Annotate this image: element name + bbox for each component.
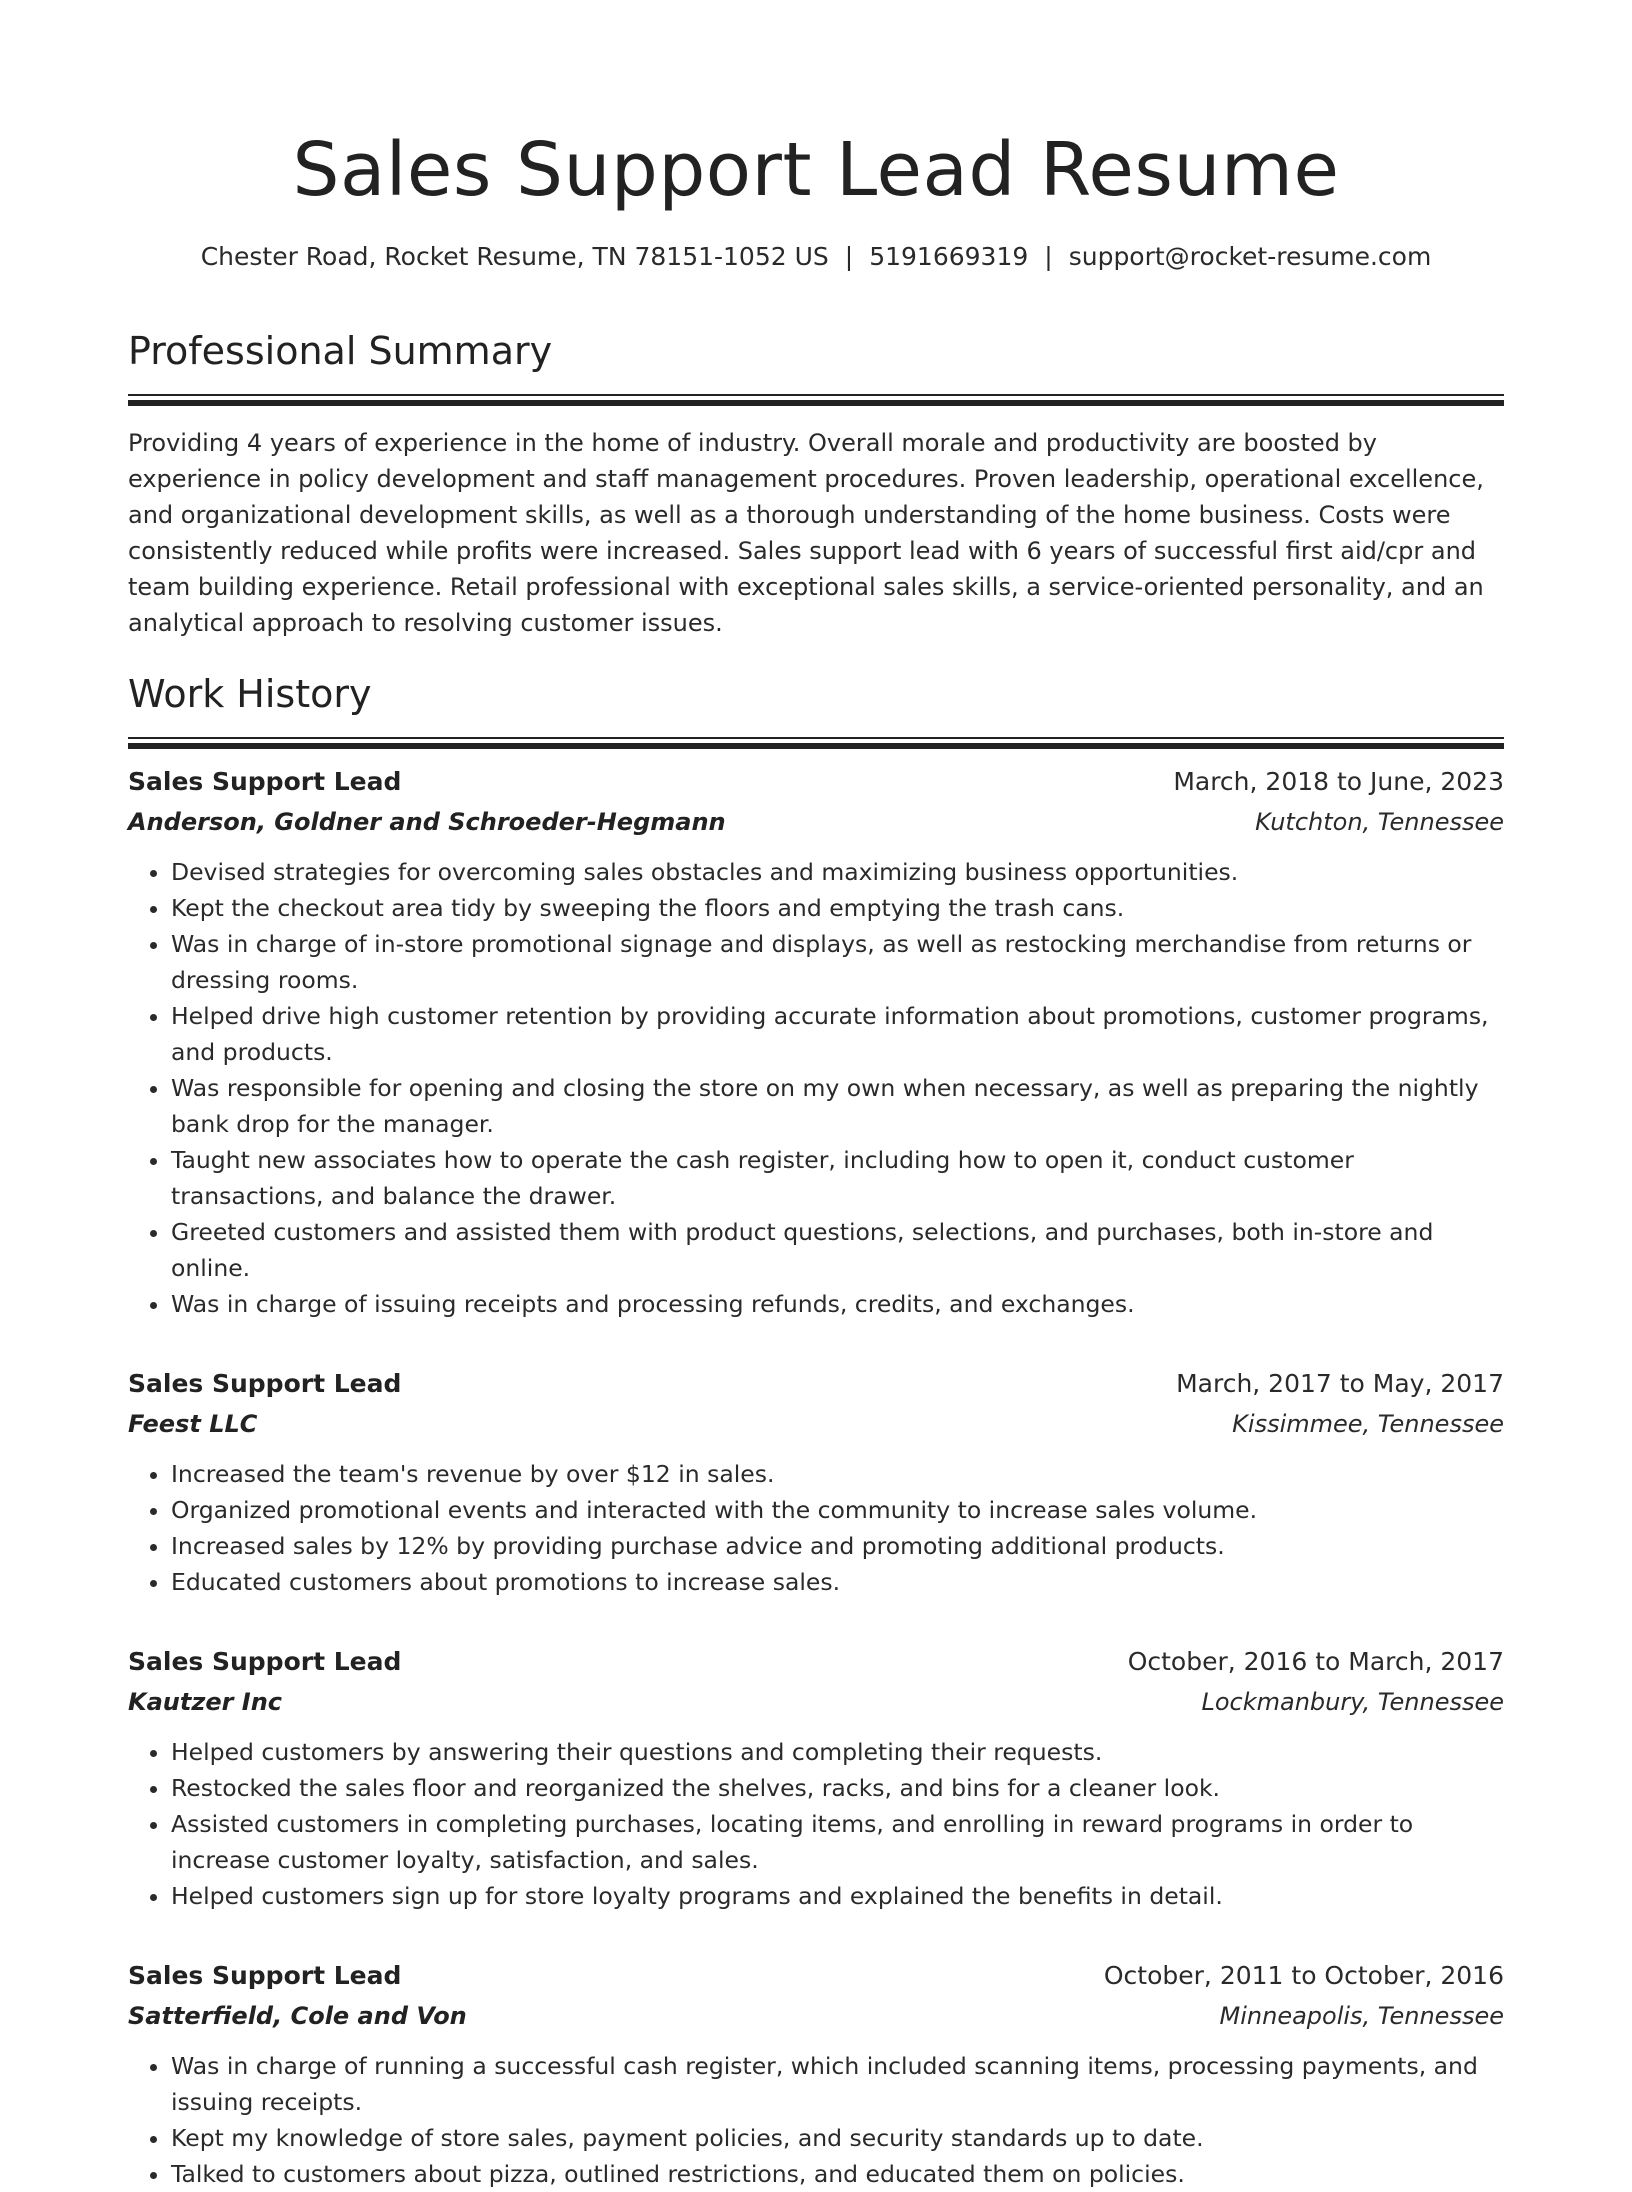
job-company-row — [128, 802, 1504, 842]
job-bullet: • Restocked the sales floor and reorganized the shelves, racks, and bins for a cleaner look. — [171, 1770, 1504, 1806]
job-bullet: • Increased the team's revenue by over $12 in sales. — [171, 1456, 1504, 1492]
divider-thin-line — [128, 737, 1504, 739]
job-bullet: • Helped drive high customer retention by providing accurate information about promotions, customer programs, and products. — [171, 998, 1504, 1070]
job-bullet-list — [128, 1456, 1504, 1600]
contact-line — [128, 240, 1504, 274]
job-title: Sales Support Lead — [128, 1961, 402, 1990]
job-company-row — [128, 1404, 1504, 1444]
section-heading-work-history: Work History — [128, 672, 372, 716]
job-bullet: • Increased sales by 12% by providing purchase advice and promoting additional products. — [171, 1528, 1504, 1564]
job-entry — [128, 1642, 1504, 1914]
job-title: Sales Support Lead — [128, 1369, 402, 1398]
summary-text: Providing 4 years of experience in the home of industry. Overall morale and productivity are boosted by experience in policy development and staff management procedures. Proven leadership, operational excellence, and organizational development skills, as well as a thorough understanding of the home business. Costs were consistently reduced while profits were increased. Sales support lead with 6 years of successful first aid/cpr and team building experience. Retail professional with exceptional sales skills, a service-oriented personality, and an analytical approach to resolving customer issues. — [128, 429, 1484, 637]
section-divider — [128, 737, 1504, 748]
section-heading-summary: Professional Summary — [128, 329, 553, 373]
job-bullet: • Educated customers about promotions to increase sales. — [171, 1564, 1504, 1600]
job-company-row — [128, 1996, 1504, 2036]
job-bullet: • Kept the checkout area tidy by sweeping the floors and emptying the trash cans. — [171, 890, 1504, 926]
job-company: Satterfield, Cole and Von — [128, 2002, 467, 2030]
contact-email: support@rocket-resume.com — [1068, 242, 1432, 271]
job-dates: October, 2016 to March, 2017 — [1127, 1647, 1504, 1676]
job-title: Sales Support Lead — [128, 1647, 402, 1676]
job-location: Kutchton, Tennessee — [1255, 808, 1504, 836]
job-location: Kissimmee, Tennessee — [1232, 1410, 1504, 1438]
job-bullet: • Greeted customers and assisted them with product questions, selections, and purchases, both in-store and online. — [171, 1214, 1504, 1286]
contact-address: Chester Road, Rocket Resume, TN 78151-1052 US — [200, 242, 829, 271]
work-history-section — [128, 669, 1504, 2192]
job-bullet: • Helped customers sign up for store loyalty programs and explained the benefits in detail. — [171, 1878, 1504, 1914]
job-title-row — [128, 1956, 1504, 1996]
job-bullet: • Devised strategies for overcoming sales obstacles and maximizing business opportunities. — [171, 854, 1504, 890]
job-bullet: • Kept my knowledge of store sales, payment policies, and security standards up to date. — [171, 2120, 1504, 2156]
contact-separator: | — [844, 242, 854, 271]
job-bullet: • Was in charge of in-store promotional signage and displays, as well as restocking merchandise from returns or dressing rooms. — [171, 926, 1504, 998]
job-title-row — [128, 1642, 1504, 1682]
page-title: Sales Support Lead Resume — [292, 127, 1340, 213]
job-title-row — [128, 1364, 1504, 1404]
job-bullet: • Talked to customers about pizza, outlined restrictions, and educated them on policies. — [171, 2156, 1504, 2192]
job-company: Feest LLC — [128, 1410, 258, 1438]
job-dates: October, 2011 to October, 2016 — [1103, 1961, 1504, 1990]
contact-separator: | — [1044, 242, 1053, 271]
job-dates: March, 2017 to May, 2017 — [1176, 1369, 1504, 1398]
job-location: Minneapolis, Tennessee — [1219, 2002, 1504, 2030]
job-bullet: • Was responsible for opening and closing the store on my own when necessary, as well as preparing the nightly bank drop for the manager. — [171, 1070, 1504, 1142]
job-company: Anderson, Goldner and Schroeder-Hegmann — [128, 808, 726, 836]
job-bullet: • Taught new associates how to operate the cash register, including how to open it, conduct customer transactions, and balance the drawer. — [171, 1142, 1504, 1214]
job-title: Sales Support Lead — [128, 767, 402, 796]
job-location: Lockmanbury, Tennessee — [1201, 1688, 1504, 1716]
job-bullet-list — [128, 1734, 1504, 1914]
job-bullet: • Organized promotional events and interacted with the community to increase sales volume. — [171, 1492, 1504, 1528]
job-entry — [128, 1956, 1504, 2192]
job-company-row — [128, 1682, 1504, 1722]
job-list — [128, 762, 1504, 2192]
divider-thin-line — [128, 394, 1504, 396]
contact-phone: 5191669319 — [869, 242, 1029, 271]
section-divider — [128, 394, 1504, 405]
job-bullet: • Was in charge of issuing receipts and processing refunds, credits, and exchanges. — [171, 1286, 1504, 1322]
job-bullet: • Was in charge of running a successful cash register, which included scanning items, processing payments, and issuing receipts. — [171, 2048, 1504, 2120]
job-company: Kautzer Inc — [128, 1688, 283, 1716]
job-dates: March, 2018 to June, 2023 — [1173, 767, 1504, 796]
divider-thick-line — [128, 400, 1504, 406]
job-bullet: • Helped customers by answering their questions and completing their requests. — [171, 1734, 1504, 1770]
job-bullet: • Assisted customers in completing purchases, locating items, and enrolling in reward programs in order to increase customer loyalty, satisfaction, and sales. — [171, 1806, 1504, 1878]
job-bullet-list — [128, 854, 1504, 1322]
job-title-row — [128, 762, 1504, 802]
job-entry — [128, 1364, 1504, 1600]
professional-summary-section — [128, 326, 1504, 641]
job-entry — [128, 762, 1504, 1322]
job-bullet-list — [128, 2048, 1504, 2192]
divider-thick-line — [128, 743, 1504, 749]
